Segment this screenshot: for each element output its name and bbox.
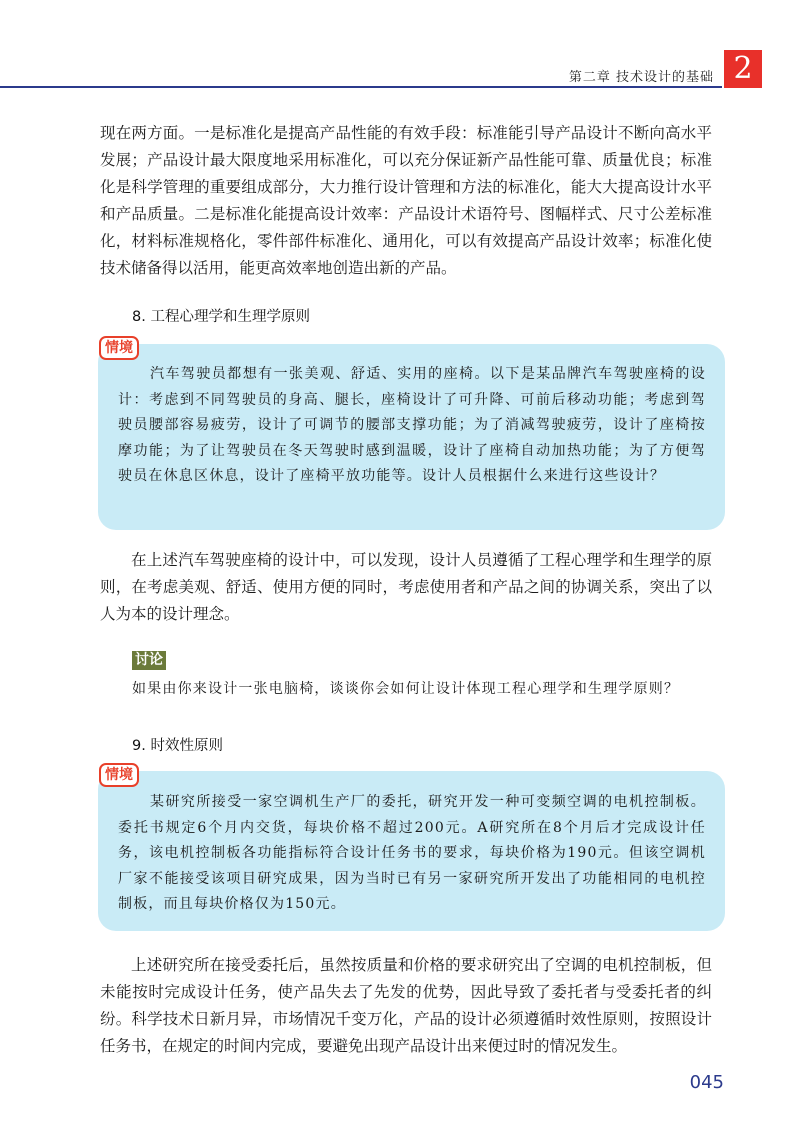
scenario-text-9: 某研究所接受一家空调机生产厂的委托，研究开发一种可变频空调的电机控制板。委托书规定6个月内交货，每块价格不超过200元。A研究所在8个月后才完成设计任务，该电机控制板各功能指标符合设计任务书的要求，每块价格为190元。但该空调机厂家不能接受该项目研究成果，因为当时已有另一家研究所开发出了功能相同的电机控制板，而且每块价格仅为150元。 <box>118 794 706 912</box>
discussion-tag: 讨论 <box>132 651 166 670</box>
chapter-header: 第二章 技术设计的基础 <box>568 70 714 85</box>
discussion-text: 如果由你来设计一张电脑椅，谈谈你会如何让设计体现工程心理学和生理学原则？ <box>132 681 680 697</box>
paragraph-standardization: 现在两方面。一是标准化是提高产品性能的有效手段：标准能引导产品设计不断向高水平发展；产品设计最大限度地采用标准化，可以充分保证新产品性能可靠、质量优良；标准化是科学管理的重要组成部分，大力推行设计管理和方法的标准化，能大大提高设计水平和产品质量。二是标准化能提高设计效率：产品设计术语符号、图幅样式、尺寸公差标准化，材料标准规格化，零件部件标准化、通用化，可以有效提高产品设计效率；标准化使技术储备得以活用，能更高效率地创造出新的产品。 <box>100 124 712 277</box>
page-number: 045 <box>689 1072 724 1093</box>
section-9-title: 9. 时效性原则 <box>132 738 223 754</box>
chapter-number-badge: 2 <box>724 50 762 88</box>
section-8-title: 8. 工程心理学和生理学原则 <box>132 309 310 325</box>
header-rule <box>0 86 722 88</box>
paragraph-ergonomics: 在上述汽车驾驶座椅的设计中，可以发现，设计人员遵循了工程心理学和生理学的原则，在考虑美观、舒适、使用方便的同时，考虑使用者和产品之间的协调关系，突出了以人为本的设计理念。 <box>100 551 712 623</box>
scenario-tag-9: 情境 <box>99 763 139 787</box>
paragraph-timeliness: 上述研究所在接受委托后，虽然按质量和价格的要求研究出了空调的电机控制板，但未能按时完成设计任务，使产品失去了先发的优势，因此导致了委托者与受委托者的纠纷。科学技术日新月异，市场情况千变万化，产品的设计必须遵循时效性原则，按照设计任务书，在规定的时间内完成，要避免出现产品设计出来便过时的情况发生。 <box>100 956 712 1055</box>
scenario-tag-8: 情境 <box>99 336 139 360</box>
scenario-text-8: 汽车驾驶员都想有一张美观、舒适、实用的座椅。以下是某品牌汽车驾驶座椅的设计：考虑到不同驾驶员的身高、腿长，座椅设计了可升降、可前后移动功能；考虑到驾驶员腰部容易疲劳，设计了可调节的腰部支撑功能；为了消减驾驶疲劳，设计了座椅按摩功能；为了让驾驶员在冬天驾驶时感到温暖，设计了座椅自动加热功能；为了方便驾驶员在休息区休息，设计了座椅平放功能等。设计人员根据什么来进行这些设计？ <box>118 366 706 484</box>
